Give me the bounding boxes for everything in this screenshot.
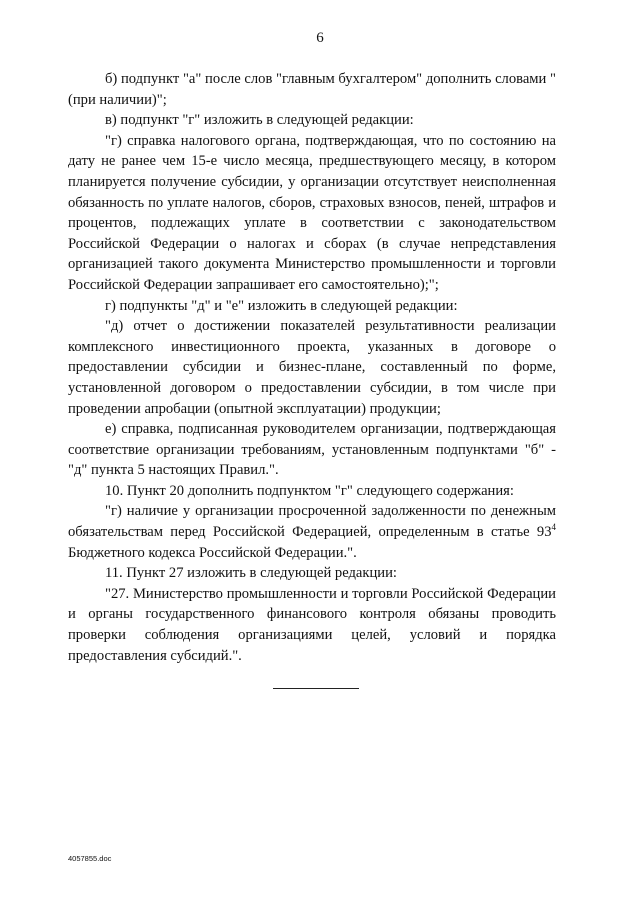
paragraph-g-text: "г) справка налогового органа, подтверждающая, что по состоянию на дату не ранее чем 15-е число месяца, предшествующего месяцу, в котором планируется получение субсидии, у организации отсутствует неисполненная обязанность по уплате налогов, сборов, страховых взносов, пеней, штрафов и процентов, подлежащих уплате в соответствии с законодательством Российской Федерации о налогах и сборах (в случае непредставления организацией такого документа Министерство промышленности и торговли Российской Федерации запрашивает его самостоятельно);"; — [68, 132, 556, 293]
file-reference: 4057855.doc — [68, 854, 112, 863]
superscript-4: 4 — [551, 522, 556, 533]
paragraph-27-text: "27. Министерство промышленности и торговли Российской Федерации и органы государственного финансового контроля обязаны проводить проверки соблюдения организациями целей, условий и порядка предоставления субсидий.". — [68, 585, 556, 664]
paragraph-g-subitems: г) подпункты "д" и "е" изложить в следующей редакции: — [105, 297, 458, 314]
paragraph-11: 11. Пункт 27 изложить в следующей редакции: — [105, 565, 397, 582]
end-separator-line — [273, 688, 359, 689]
paragraph-g-item-20-after: Бюджетного кодекса Российской Федерации.". — [68, 544, 357, 561]
paragraph-e-text: е) справка, подписанная руководителем организации, подтверждающая соответствие организации требованиям, установленным подпунктами "б" - "д" пункта 5 настоящих Правил.". — [68, 421, 556, 479]
paragraph-g-item-20 — [68, 501, 556, 563]
paragraph-b: б) подпункт "а" после слов "главным бухгалтером" дополнить словами "(при наличии)"; — [68, 71, 556, 108]
paragraph-g-item-20-before: "г) наличие у организации просроченной задолженности по денежным обязательствам перед Российской Федерацией, определенным в статье 93 — [68, 503, 556, 541]
paragraph-d-text: "д) отчет о достижении показателей результативности реализации комплексного инвестиционного проекта, указанных в договоре о предоставлении субсидии и бизнес-плане, составленный по форме, установленной договором о предоставлении субсидии, в том числе при проведении апробации (опытной эксплуатации) продукции; — [68, 318, 556, 417]
paragraph-10: 10. Пункт 20 дополнить подпунктом "г" следующего содержания: — [105, 482, 514, 499]
document-body — [68, 69, 556, 666]
paragraph-v: в) подпункт "г" изложить в следующей редакции: — [105, 112, 414, 129]
page-number: 6 — [316, 30, 324, 46]
